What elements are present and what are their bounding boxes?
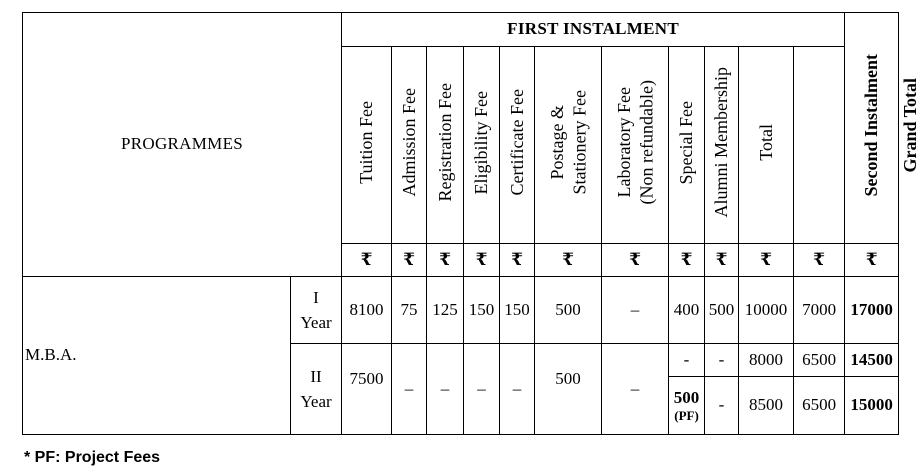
certificate-fee-header [500,47,535,244]
alumni-value: - [705,344,739,377]
currency-cell: ₹ [500,244,535,277]
currency-cell: ₹ [342,244,392,277]
currency-cell: ₹ [705,244,739,277]
laboratory-fee-label [613,80,658,204]
second-value: 6500 [794,377,845,435]
year-number: II [310,366,322,386]
year-label [291,344,342,435]
currency-cell: ₹ [669,244,705,277]
year-word: Year [300,392,332,411]
tuition-fee-header [342,47,392,244]
total-header [739,47,794,244]
registration-value: – [427,344,464,435]
grand-total-label: Grand Total [900,78,921,173]
total-value: 10000 [739,277,794,344]
currency-cell: ₹ [427,244,464,277]
registration-fee-header [427,47,464,244]
total-value: 8500 [739,377,794,435]
second-value: 6500 [794,344,845,377]
alumni-label: Alumni Membership [711,67,732,218]
programmes-header: PROGRAMMES [23,13,342,277]
postage-fee-label [546,90,591,194]
grand-value: 15000 [845,377,899,435]
tuition-value [342,344,392,435]
certificate-fee-label: Certificate Fee [506,89,527,196]
pf-note: (PF) [674,407,699,423]
alumni-header [705,47,739,244]
lab-line1: Laboratory Fee [613,87,634,198]
lab-line2: (Non refundable) [636,80,657,205]
second-instalment-label: Second Instalment [861,54,882,197]
postage-line2: Stationery Fee [569,90,590,195]
currency-cell: ₹ [739,244,794,277]
grand-value: 14500 [845,344,899,377]
footnote: * PF: Project Fees [24,449,161,466]
admission-fee-header [392,47,427,244]
admission-value: – [392,344,427,435]
special-value: - [669,344,705,377]
year-label [291,277,342,344]
currency-cell: ₹ [602,244,669,277]
special-fee-label: Special Fee [676,100,697,185]
eligibility-value: – [464,344,500,435]
eligibility-fee-label: Eligibility Fee [471,90,492,195]
special-value-text: 500 [673,387,700,407]
alumni-value: - [705,377,739,435]
year-number: I [313,287,319,307]
currency-cell: ₹ [392,244,427,277]
alumni-value: 500 [705,277,739,344]
currency-cell: ₹ [535,244,602,277]
currency-cell: ₹ [794,244,845,277]
special-fee-header [669,47,705,244]
postage-value [535,344,602,435]
total-value: 8000 [739,344,794,377]
table-row [23,277,899,344]
lab-value: – [602,277,669,344]
tuition-value: 8100 [342,277,392,344]
programme-name: M.B.A. [23,277,291,435]
first-instalment-header: FIRST INSTALMENT [342,13,845,47]
eligibility-fee-header [464,47,500,244]
special-value-pf [669,377,705,435]
registration-value: 125 [427,277,464,344]
total-label: Total [755,123,776,161]
grand-value: 17000 [845,277,899,344]
certificate-value: – [500,344,535,435]
postage-fee-header [535,47,602,244]
eligibility-value: 150 [464,277,500,344]
registration-fee-label: Registration Fee [434,83,455,202]
currency-cell: ₹ [845,244,899,277]
admission-fee-label: Admission Fee [398,88,419,197]
currency-cell: ₹ [464,244,500,277]
year-word: Year [300,313,332,332]
postage-value-text: 500 [555,368,581,388]
laboratory-fee-header [602,47,669,244]
second-instalment-header [845,13,899,244]
tuition-fee-label: Tuition Fee [356,100,377,184]
admission-value: 75 [392,277,427,344]
second-value: 7000 [794,277,845,344]
certificate-value: 150 [500,277,535,344]
lab-value: – [602,344,669,435]
tuition-value-text: 7500 [349,368,384,388]
special-value: 400 [669,277,705,344]
fee-table [22,12,921,435]
postage-value: 500 [535,277,602,344]
postage-line1: Postage & [546,105,567,180]
